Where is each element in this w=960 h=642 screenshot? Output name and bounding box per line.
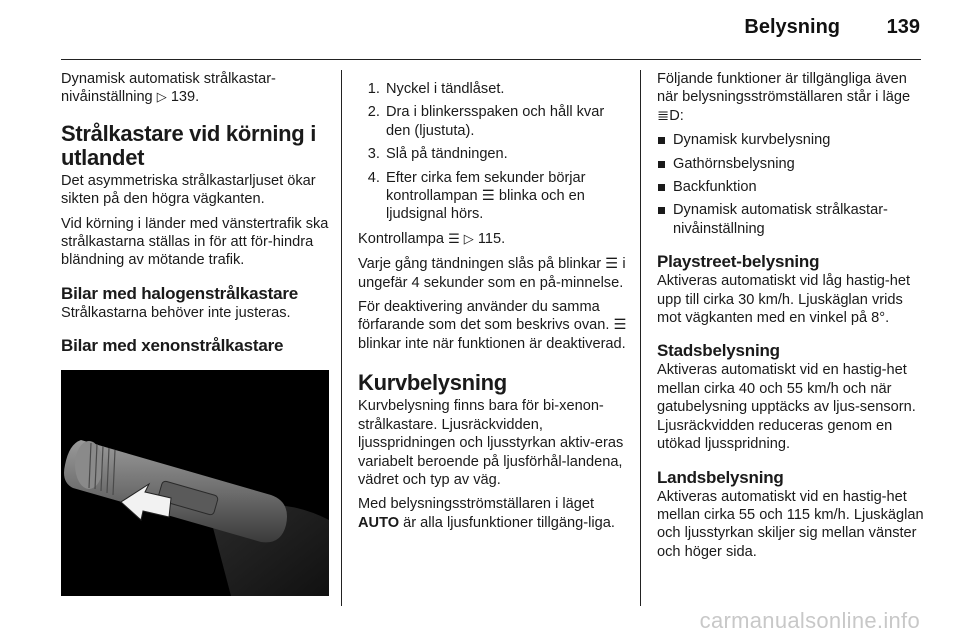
bullet-icon [658,184,665,191]
list-item: 1. Nyckel i tändlåset. [384,80,628,98]
steps-list [358,80,628,224]
paragraph-country: Aktiveras automatiskt vid en hastig-het mellan cirka 55 och 115 km/h. Ljuskäglan och ljusstyrkan skiljer sig mellan vänster och höger sida. [657,488,924,560]
heading-halogen: Bilar med halogenstrålkastare [61,283,299,303]
paragraph-abroad-1: Det asymmetriska strålkastarljuset ökar sikten på den högra vägkanten. [61,172,316,208]
paragraph-control-lamp: Kontrollampa ☰ ▷ 115. [358,230,506,247]
heading-abroad: Strålkastare vid körning i utlandet [61,120,317,170]
bullet-icon [658,161,665,168]
heading-playstreet: Playstreet-belysning [657,252,820,272]
header-divider [61,59,921,60]
bullet-icon [658,137,665,144]
list-item: 3. Slå på tändningen. [384,145,628,163]
column-2 [358,70,628,538]
paragraph-abroad-2: Vid körning i länder med vänstertrafik ska strålkastarna ställas in för att för-hindra bländning av mötande trafik. [61,215,329,269]
column-divider-2 [640,70,641,606]
stalk-illustration [61,370,329,596]
list-item: Gathörnsbelysning [657,155,925,173]
watermark: carmanualsonline.info [699,608,920,633]
list-item: Dynamisk automatisk strålkastar-nivåinställning [657,201,925,238]
arrow-ref-icon: ▷ [463,231,474,247]
intro-ref-link[interactable]: 139. [170,89,200,106]
paragraph-curve: Kurvbelysning finns bara för bi-xenon-strålkastare. Ljusräckvidden, ljusspridningen och ljusstyrkan aktiv-eras variabelt beroende på ljusförhål-landena, vädret och typ av väg. [358,398,624,488]
intro-paragraph: Dynamisk automatisk strålkastar- nivåinställning ▷ 139. [61,71,276,106]
list-item: 4. Efter cirka fem sekunder börjar kontrollampan ☰ blinka och en ljudsignal hörs. [384,169,628,224]
arrow-ref-icon: ▷ [156,90,167,106]
page-header [0,0,960,52]
indicator-stalk-figure [61,370,329,596]
page-title: Belysning [744,16,840,38]
paragraph-functions-intro: Följande funktioner är tillgängliga även när belysningsströmställaren står i läge ≣D: [657,71,911,124]
column-3 [657,70,925,567]
auto-label: AUTO [358,514,400,531]
paragraph-auto: Med belysningsströmställaren i läget AUTO är alla ljusfunktioner tillgäng-liga. [358,496,615,531]
paragraph-deactivate: För deaktivering använder du samma förfarande som det som beskrivs ovan. ☰ blinkar inte när funktionen är deaktiverad. [358,299,627,352]
paragraph-city: Aktiveras automatiskt vid en hastig-het mellan cirka 40 och 55 km/h och när gatubelysning upptäcks av ljus-sensorn. Ljusräckvidden reduceras genom en utökad ljusspridning. [657,362,916,453]
headlight-lamp-icon: ☰ [448,231,460,247]
list-item: Backfunktion [657,178,925,196]
page-number: 139 [886,16,920,38]
bullet-icon [658,207,665,214]
heading-xenon: Bilar med xenonstrålkastare [61,336,284,356]
list-item: 2. Dra i blinkersspaken och håll kvar den (ljustuta). [384,103,628,140]
heading-curve-lighting: Kurvbelysning [358,370,507,396]
paragraph-playstreet: Aktiveras automatiskt vid låg hastig-het upp till cirka 30 km/h. Ljuskäglan vrids mot vägkanten med en vinkel på 8°. [657,273,911,327]
paragraph-blink: Varje gång tändningen slås på blinkar ☰ i ungefär 4 sekunder som en på-minnelse. [358,256,626,291]
features-list [657,131,925,238]
lamp-ref-link[interactable]: 115. [477,230,506,247]
paragraph-halogen: Strålkastarna behöver inte justeras. [61,304,291,321]
heading-city: Stadsbelysning [657,341,780,361]
column-divider-1 [341,70,342,606]
column-1 [61,70,329,596]
list-item: Dynamisk kurvbelysning [657,131,925,149]
heading-country: Landsbelysning [657,467,784,487]
